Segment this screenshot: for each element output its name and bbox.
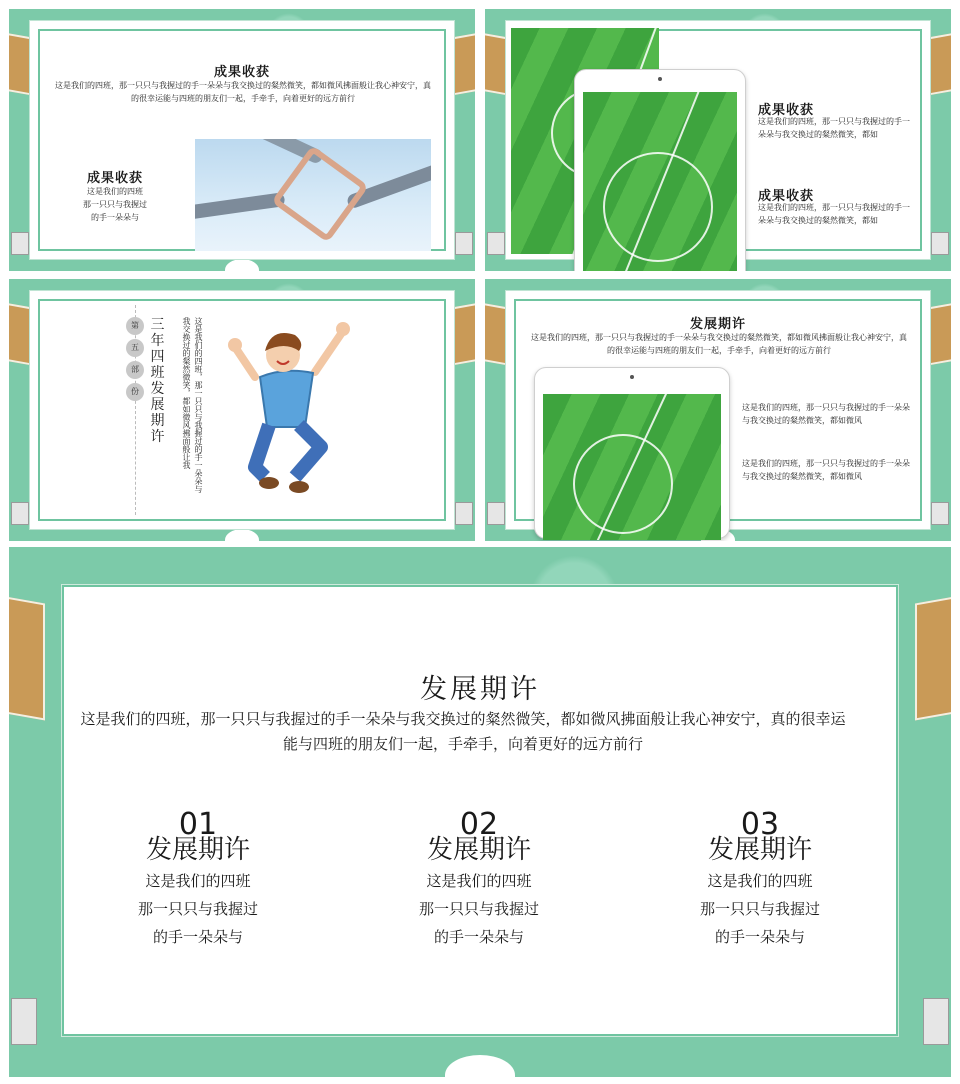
column-line: 那一只只与我握过	[699, 900, 820, 918]
column-line: 这是我们的四班	[145, 872, 251, 890]
column-line: 的手一朵朵与	[714, 928, 805, 946]
building-decoration	[11, 232, 29, 256]
column-number: 02	[459, 809, 499, 841]
soccer-field-photo	[543, 394, 721, 540]
jumping-boy-illustration	[225, 317, 365, 505]
item-body: 这是我们的四班，那一只只与我握过的手一朵朵与我交换过的粲然微笑，都如微风	[742, 459, 910, 481]
building-decoration	[455, 502, 473, 526]
feature-column-3	[675, 809, 845, 951]
column-line: 那一只只与我握过	[137, 900, 258, 918]
content-panel	[29, 20, 455, 260]
item-title: 成果收获	[758, 189, 815, 204]
section-body: 这是我们的四班，那一只只与我握过的手一朵朵与我交换过的粲然微笑，都如微风拂面般让我心神安宁，真的很幸运能与四班的朋友们一起，手牵手，向着更好的远方前行	[55, 81, 431, 103]
part-badge: 第	[126, 317, 144, 335]
sub-body: 这是我们的四班 那一只只与我握过 的手一朵朵与	[83, 187, 147, 222]
building-decoration	[11, 998, 37, 1046]
slide-thumbnail-2[interactable]	[485, 9, 951, 271]
column-line: 那一只只与我握过	[418, 900, 539, 918]
slide-thumbnail-4[interactable]	[485, 279, 951, 541]
feature-column-1	[113, 809, 283, 951]
page-body: 这是我们的四班，那一只只与我握过的手一朵朵与我交换过的粲然微笑，都如微风拂面般让我心神安宁，真的很幸运能与四班的朋友们一起，手牵手，向着更好的远方前行	[80, 710, 846, 753]
section-title: 成果收获	[213, 65, 270, 80]
column-number: 03	[740, 809, 780, 841]
slide-tab	[445, 1055, 515, 1077]
column-title: 发展期许	[145, 835, 250, 865]
building-decoration	[931, 502, 949, 526]
item-title: 成果收获	[758, 103, 815, 118]
tablet-frame	[534, 367, 730, 539]
slide-thumbnail-1[interactable]	[9, 9, 475, 271]
building-decoration	[487, 502, 505, 526]
tablet-camera	[630, 375, 634, 379]
building-decoration	[9, 33, 31, 95]
slide-main[interactable]	[9, 547, 951, 1077]
page-title: 发展期许	[420, 674, 540, 705]
column-line: 的手一朵朵与	[433, 928, 524, 946]
column-title: 发展期许	[426, 835, 531, 865]
building-decoration	[929, 33, 951, 95]
part-badge: 份	[126, 383, 144, 401]
slide-tab	[225, 529, 259, 541]
building-decoration	[487, 232, 505, 256]
building-decoration	[485, 303, 507, 365]
content-panel	[29, 290, 455, 530]
section-body: 这是我们的四班，那一只只与我握过的手一朵朵与我交换过的粲然微笑，都如微风拂面般让我	[182, 317, 203, 493]
column-number: 01	[178, 809, 218, 841]
item-body: 这是我们的四班，那一只只与我握过的手一朵朵与我交换过的粲然微笑，都如	[758, 117, 910, 139]
column-line: 这是我们的四班	[707, 872, 813, 890]
building-decoration	[929, 303, 951, 365]
hands-star-photo	[195, 139, 431, 251]
slide-tab	[225, 259, 259, 271]
divider-line	[135, 305, 136, 515]
column-line: 这是我们的四班	[426, 872, 532, 890]
feature-column-2	[394, 809, 564, 951]
building-decoration	[453, 303, 475, 365]
building-decoration	[455, 232, 473, 256]
content-panel	[505, 290, 931, 530]
building-decoration	[923, 998, 949, 1046]
content-panel	[505, 20, 931, 260]
item-body: 这是我们的四班，那一只只与我握过的手一朵朵与我交换过的粲然微笑，都如	[758, 203, 910, 225]
tablet-camera	[658, 77, 662, 81]
building-decoration	[485, 33, 507, 95]
section-title: 三年四班发展期许	[150, 317, 166, 445]
building-decoration	[453, 33, 475, 95]
building-decoration	[11, 502, 29, 526]
sub-title: 成果收获	[86, 171, 143, 186]
soccer-field-photo	[583, 92, 737, 271]
building-decoration	[931, 232, 949, 256]
section-body: 这是我们的四班，那一只只与我握过的手一朵朵与我交换过的粲然微笑，都如微风拂面般让我心神安宁，真的很幸运能与四班的朋友们一起，手牵手，向着更好的远方前行	[531, 333, 907, 355]
column-title: 发展期许	[707, 835, 812, 865]
tablet-frame	[574, 69, 746, 271]
building-decoration	[9, 303, 31, 365]
item-body: 这是我们的四班，那一只只与我握过的手一朵朵与我交换过的粲然微笑，都如微风	[742, 403, 910, 425]
section-title: 发展期许	[689, 317, 746, 332]
part-badge: 五	[126, 339, 144, 357]
column-line: 的手一朵朵与	[152, 928, 243, 946]
slide-thumbnail-3[interactable]	[9, 279, 475, 541]
part-badge: 部	[126, 361, 144, 379]
